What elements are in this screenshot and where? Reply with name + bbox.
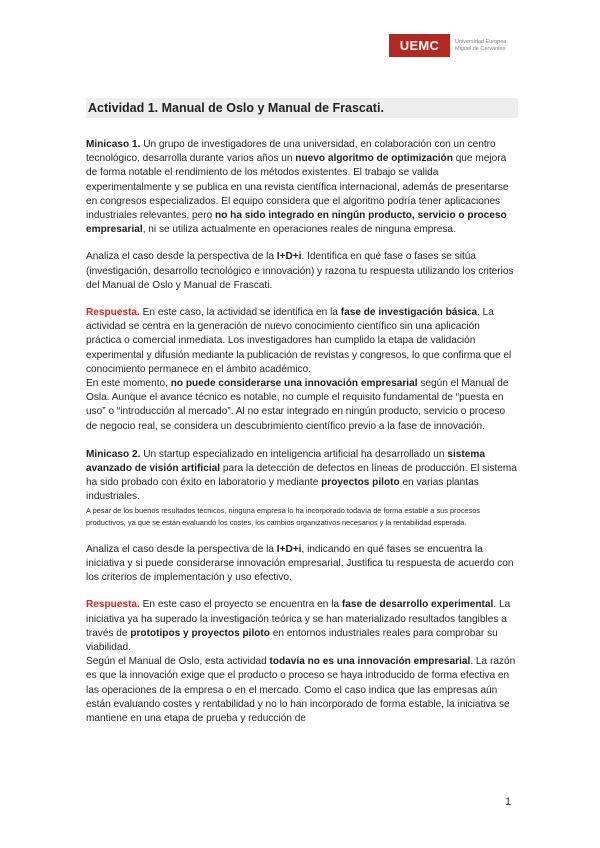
bold-run: fase de desarrollo experimental [341,599,494,611]
bold-run: fase de investigación básica [340,307,478,319]
text-run: . Identifica en qué fase o fases se sitúa (investigación, desarrollo tecnológico e innovación) y razona tu respuesta utilizando los criterios del Manual de Oslo y Manual de Frascati. [86,251,514,291]
text-run: , indicando en qué fases se encuentra la iniciativa y si puede considerarse innovación empresarial. Justifica tu respuesta de acuerdo con los criterios de implementación y uso efectivo. [86,543,514,584]
logo-tagline-line-2: Miguel de Cervantes [455,45,506,52]
question-1-paragraph [86,250,518,293]
answer-1-paragraph [86,306,518,377]
text-run: . La actividad se centra en la generación de nuevo conocimiento científico sin una aplicación práctica o comercial inmediata. Los investigadores han cumplido la etapa de validación experimental y difusión mediante la publicación de revistas y congresos, lo que confirma que el conocimiento permanece en el ámbito académico. [86,307,512,375]
uemc-logo [389,34,506,57]
bold-run: no puede considerarse una innovación empresarial [170,378,418,390]
text-run: Un startup especializado en inteligencia artificial ha desarrollado un [140,448,448,460]
bold-run: sistema avanzado de visión artificial [86,448,485,475]
text-run: en entornos industriales reales para comprobar su viabilidad. [86,627,498,654]
uemc-logo-tagline [455,39,506,52]
uemc-logo-mark: UEMC [389,34,450,57]
text-run: En este caso, la actividad se identifica en la [139,307,341,319]
minicaso-2-small-note: A pesar de los buenos resultados técnicos, ninguna empresa lo ha incorporado todavía de forma estable a sus procesos productivos, ya que se están evaluando los costes, los cambios organizativos necesarios y la rentabilidad esperada. [86,505,480,528]
text-run: en varias plantas industriales. [86,477,479,503]
bold-run: nuevo algoritmo de optimización [295,153,453,165]
text-run: En este momento, [86,378,171,390]
answer-2-paragraph-cont [86,655,518,726]
bold-run: I+D+i [276,543,302,555]
text-run: En este caso el proyecto se encuentra en la [139,599,342,611]
question-2-paragraph [86,543,518,586]
page-number: 1 [505,796,512,808]
bold-run: no ha sido integrado en ningún producto, servicio o proceso empresarial [86,210,507,236]
minicaso-2-paragraph [86,448,518,505]
answer-1-label: Respuesta. [86,307,140,319]
bold-run: proyectos piloto [321,477,400,489]
activity-title: Actividad 1. Manual de Oslo y Manual de Frascati. [86,98,518,118]
logo-tagline-line-1: Universidad Europea [455,39,507,45]
answer-2-paragraph [86,598,518,655]
answer-2-label: Respuesta. [86,599,140,611]
text-run: . La iniciativa ya ha superado la investigación teórica y se han materializado resultados tangibles a través de [86,599,511,639]
text-run: . La razón es que la innovación exige que el producto o proceso se haya introducido de forma efectiva en las operaciones de la empresa o en el mercado. Como el caso indica que las empresas aún están evaluando costes y rentabilidad y no lo han incorporado de forma estable, la iniciativa se mantiene en una etapa de prueba y reducción de [86,656,516,725]
minicaso-2-label: Minicaso 2. [86,448,141,460]
minicaso-1-paragraph [86,138,518,237]
text-run: Según el Manual de Oslo, esta actividad [86,656,270,668]
minicaso-1-label: Minicaso 1. [86,139,141,150]
text-run: Analiza el caso desde la perspectiva de la [86,543,277,555]
text-run: Un grupo de investigadores de una universidad, en colaboración con un centro tecnológico, desarrolla durante varios años un [86,139,496,165]
text-run: , ni se utiliza actualmente en operaciones reales de ninguna empresa. [142,224,456,236]
bold-run: I+D+i [276,251,302,263]
text-run: para la detección de defectos en líneas de producción. El sistema ha sido probado con éxito en laboratorio y mediante [86,463,517,489]
bold-run: prototipos y proyectos piloto [130,627,270,639]
document-body [86,98,518,726]
answer-1-paragraph-cont [86,377,518,434]
text-run: según el Manual de Osla. Aunque el avance técnico es notable, no cumple el requisito fundamental de “puesta en uso” o “introducción al mercado”. Al no estar integrado en ningún producto, servicio o proceso de negocio real, se considera un descubrimiento científico previo a la fase de innovación. [86,378,509,432]
text-run: que mejora de forma notable el rendimiento de los métodos existentes. El trabajo se valida experimentalmente y se publica en una revista científica internacional, además de presentarse en congresos especializados. El equipo considera que el algoritmo podría tener aplicaciones industriales relevantes, pero [86,153,509,222]
bold-run: todavía no es una innovación empresarial [269,656,471,668]
text-run: Analiza el caso desde la perspectiva de la [86,251,277,263]
